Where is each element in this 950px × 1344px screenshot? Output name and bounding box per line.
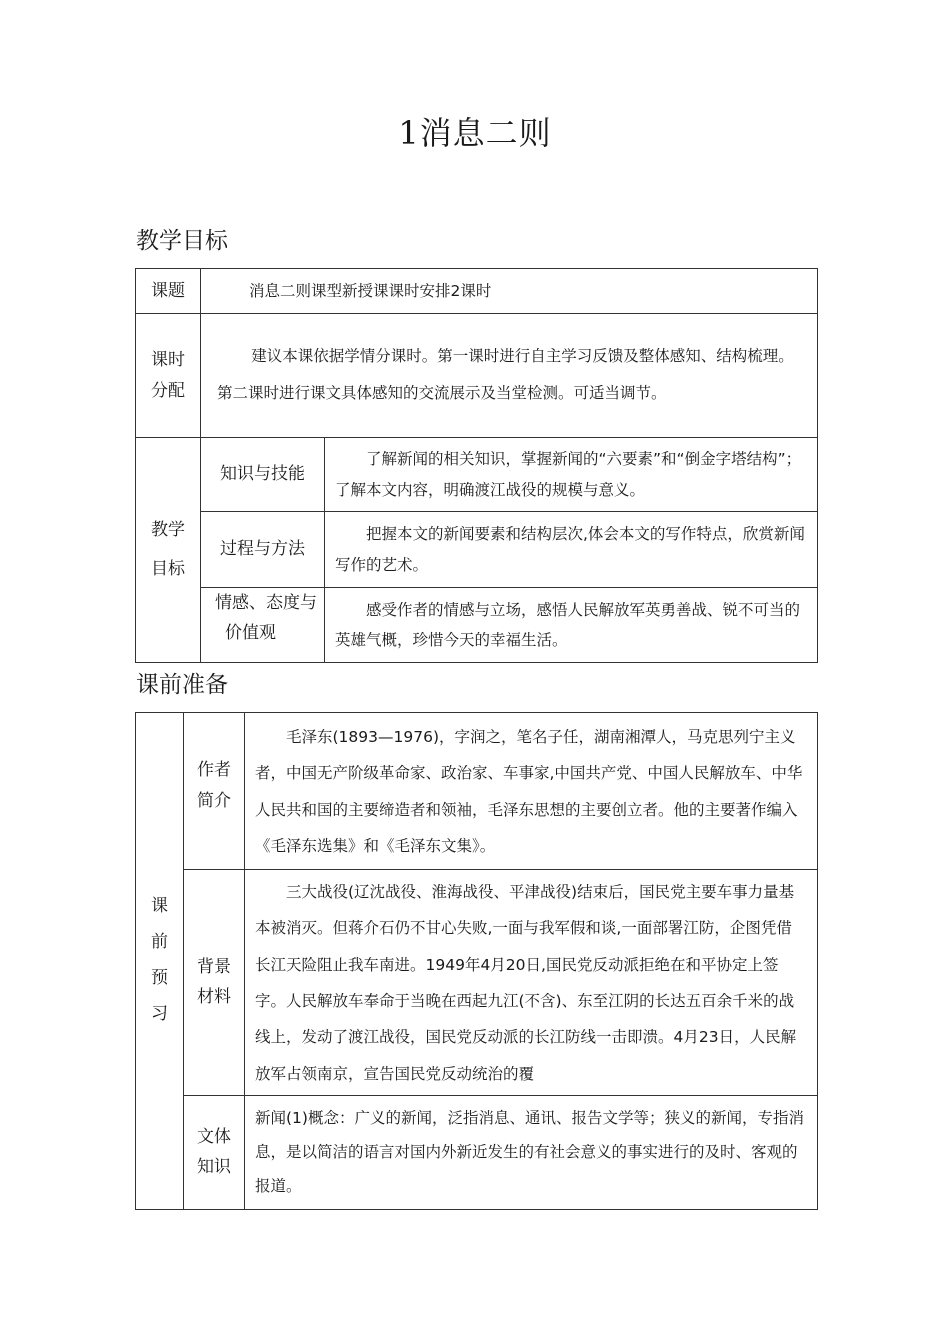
- row-label-line: 背景: [197, 956, 231, 977]
- genre-text: [245, 1095, 818, 1209]
- table-row: [136, 269, 818, 314]
- goal-text: [325, 438, 818, 512]
- hours-label-line: 课时: [151, 349, 185, 370]
- goals-label: [136, 438, 201, 663]
- goal-name: 过程与方法: [201, 512, 325, 588]
- hours-paragraph: 建议本课依据学情分课时。第一课时进行自主学习反馈及整体感知、结构梳理。: [251, 347, 794, 366]
- goal-name: [201, 588, 325, 663]
- hours-text: [201, 314, 818, 438]
- hours-paragraph: 第二课时进行课文具体感知的交流展示及当堂检测。可适当调节。: [217, 383, 667, 402]
- section-heading-teaching-goals: 教学目标: [136, 228, 228, 254]
- table-row: [136, 438, 818, 512]
- hours-label-line: 分配: [151, 380, 185, 401]
- goals-label-line: 教学: [151, 520, 185, 541]
- page-title: 1消息二则: [398, 114, 552, 152]
- author-paragraph: 毛泽东(1893—1976)，字润之，笔名子任，湖南湘潭人，马克思列宁主义者，中国无产阶级革命家、政治家、车事家,中国共产党、中国人民解放车、中华人民共和国的主要缔造者和领袖，毛泽东思想的主要创立者。他的主要著作编入《毛泽东选集》和《毛泽东文集》。: [255, 728, 803, 856]
- row-label-line: 作者: [197, 760, 231, 780]
- teaching-goals-table: [135, 268, 818, 663]
- genre-paragraph: 新闻(1)概念：广义的新闻，泛指消息、通讯、报告文学等；狭义的新闻，专指消息，是以简洁的语言对国内外新近发生的有社会意义的事实进行的及时、客观的报道。: [255, 1109, 804, 1196]
- group-label-char: 习: [151, 1003, 168, 1024]
- hours-label: [136, 314, 201, 438]
- background-paragraph: 三大战役(辽沈战役、淮海战役、平津战役)结束后，国民党主要车事力量基本被消灭。但蒋介石仍不甘心失败,一面与我军假和谈,一面部署江防，企图凭借长江天险阻止我车南进。1949年4月20日,国民党反动派拒绝在和平协定上签字。人民解放车奉命于当晚在西起九江(不含)、东至江阴的长达五百余千米的战线上，发动了渡江战役，国民党反动派的长江防线一击即溃。4月23日，人民解放军占领南京，宣告国民党反动统治的覆: [255, 882, 797, 1083]
- topic-label: 课题: [136, 269, 201, 314]
- preview-group-label: [136, 713, 184, 1210]
- row-label-line: 材料: [197, 987, 231, 1008]
- group-label-char: 预: [151, 967, 168, 988]
- goal-paragraph: 把握本文的新闻要素和结构层次,体会本文的写作特点，欣赏新闻写作的艺术。: [335, 525, 805, 574]
- table-row: [136, 512, 818, 588]
- goal-paragraph: 了解新闻的相关知识，掌握新闻的“六要素”和“倒金字塔结构”；了解本文内容，明确渡江战役的规模与意义。: [335, 450, 802, 499]
- row-label-genre: [184, 1095, 245, 1209]
- table-row: [136, 869, 818, 1095]
- row-label-background: [184, 869, 245, 1095]
- group-label-char: 前: [151, 932, 168, 953]
- row-label-author: [184, 713, 245, 870]
- row-label-line: 文体: [197, 1126, 231, 1147]
- group-label-char: 课: [151, 896, 168, 917]
- goal-name-line: 情感、态度与: [215, 593, 317, 613]
- goal-text: [325, 512, 818, 588]
- goal-text: [325, 588, 818, 663]
- background-text: [245, 869, 818, 1095]
- goal-name: 知识与技能: [201, 438, 325, 512]
- table-row: [136, 1095, 818, 1209]
- goals-label-line: 目标: [151, 559, 185, 579]
- goal-paragraph: 感受作者的情感与立场，感悟人民解放军英勇善战、锐不可当的英雄气概，珍惜今天的幸福生活。: [335, 600, 801, 649]
- preparation-table: [135, 712, 818, 1210]
- section-heading-preparation: 课前准备: [136, 672, 228, 698]
- row-label-line: 知识: [197, 1157, 231, 1178]
- goal-name-line: 价值观: [225, 623, 276, 644]
- table-row: [136, 588, 818, 663]
- row-label-line: 简介: [197, 790, 231, 811]
- topic-value: 消息二则课型新授课课时安排2课时: [201, 269, 818, 314]
- table-row: [136, 713, 818, 870]
- author-intro-text: [245, 713, 818, 870]
- table-row: [136, 314, 818, 438]
